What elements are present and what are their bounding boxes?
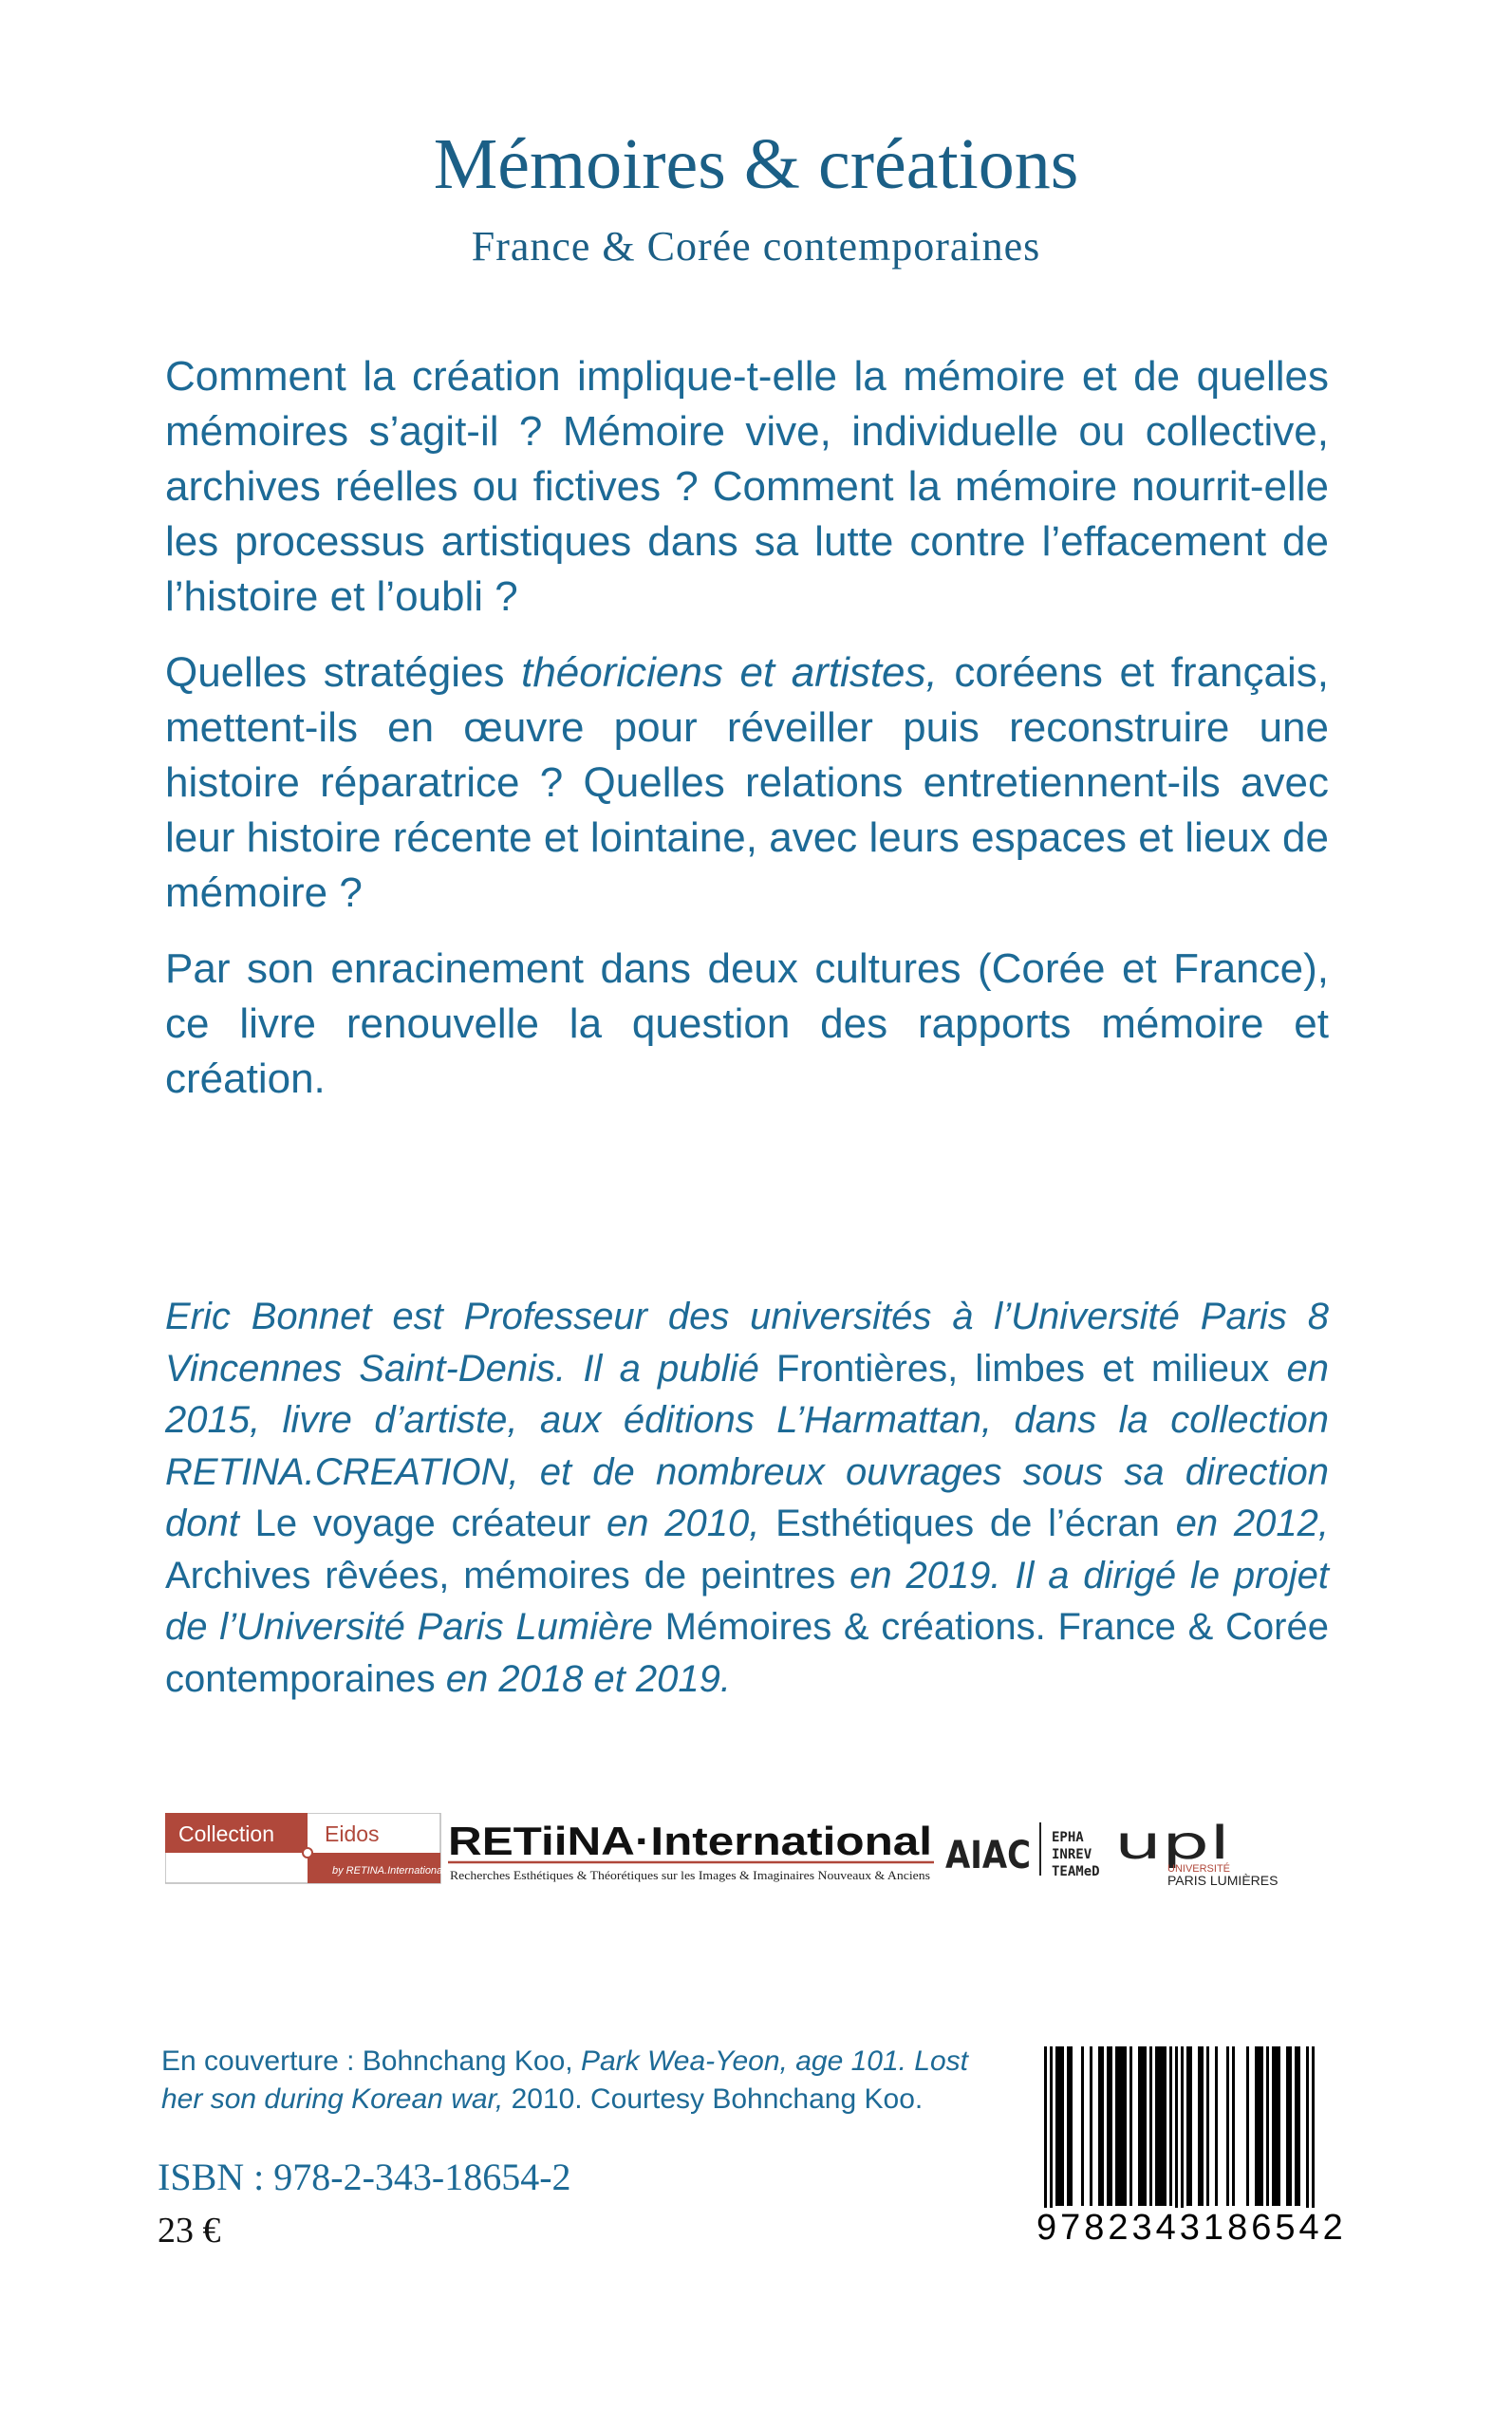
- barcode-bar: [1058, 2046, 1061, 2206]
- author-work-1: Frontières, limbes et milieux: [776, 1347, 1270, 1390]
- intro-paragraph-1: Comment la création implique-t-elle la mémoire et de quelles mémoires s’agit-il ? Mémoire vive, individuelle ou collective, archives réelles ou fictives ? Comment la mémoire nourrit-elle les processus artistiques dans sa lutte contre l’effacement de l’histoire et l’oubli ?: [165, 353, 1329, 620]
- barcode-bar: [1186, 2046, 1189, 2206]
- barcode-bar: [1289, 2046, 1292, 2206]
- isbn: ISBN : 978-2-343-18654-2: [158, 2156, 571, 2198]
- author-bio-paragraph: [165, 1291, 1329, 1705]
- barcode-bar: [1090, 2046, 1092, 2206]
- barcode-bar: [1161, 2046, 1164, 2206]
- barcode-bar: [1081, 2046, 1084, 2206]
- barcode-bar: [1107, 2046, 1110, 2206]
- barcode-bar: [1044, 2046, 1047, 2232]
- barcode-bar: [1055, 2046, 1058, 2206]
- barcode-bar: [1098, 2046, 1101, 2206]
- barcode-bar: [1061, 2046, 1064, 2206]
- intro-paragraph-2: [165, 645, 1329, 921]
- barcode-bar: [1164, 2046, 1167, 2206]
- barcode-bar: [1141, 2046, 1144, 2206]
- barcode-bar: [1278, 2046, 1280, 2206]
- barcode-bar: [1198, 2046, 1201, 2206]
- barcode: [1036, 2046, 1347, 2251]
- barcode-digits: 9782343186542: [1036, 2208, 1347, 2248]
- intro-p2-text-a: Quelles stratégies: [165, 649, 522, 696]
- epha-line-2: INREV: [1052, 1847, 1092, 1862]
- barcode-bar: [1297, 2046, 1300, 2206]
- barcode-bar: [1286, 2046, 1289, 2206]
- upl-sub-1: UNIVERSITÉ: [1167, 1863, 1231, 1875]
- barcode-bar: [1115, 2046, 1118, 2206]
- barcode-bar: [1226, 2046, 1229, 2206]
- intro-p2-emphasis: théoriciens et artistes,: [521, 649, 938, 696]
- barcode-bar: [1232, 2046, 1235, 2206]
- partner-logos: [165, 1813, 1342, 1889]
- intro-text: [165, 349, 1329, 1128]
- author-bio-text-5: en 2019. Il a dirigé le projet de l’Université Paris Lumière: [165, 1554, 1329, 1648]
- barcode-bar: [1181, 2046, 1184, 2232]
- credit-prefix: En couverture : Bohnchang Koo,: [161, 2045, 581, 2077]
- barcode-bar: [1266, 2046, 1269, 2206]
- intro-paragraph-3: Par son enracinement dans deux cultures (Corée et France), ce livre renouvelle la question des rapports mémoire et création.: [165, 945, 1329, 1102]
- barcode-bar: [1215, 2046, 1218, 2206]
- credit-suffix: 2010. Courtesy Bohnchang Koo.: [503, 2083, 924, 2115]
- author-bio-text-2: en 2015, livre d’artiste, aux éditions L’Harmattan, dans la collection RETINA.CREATION, et de nombreux ouvrages sous sa direction dont: [165, 1347, 1330, 1544]
- barcode-bar: [1144, 2046, 1147, 2206]
- barcode-bar: [1158, 2046, 1161, 2206]
- upl-mark: upl: [1114, 1817, 1230, 1870]
- eidos-label: Eidos: [325, 1821, 380, 1846]
- author-bio-text-6: en 2018 et 2019.: [435, 1657, 731, 1700]
- collection-eidos-logo: [165, 1813, 445, 1883]
- barcode-bar: [1124, 2046, 1127, 2206]
- barcode-bar: [1110, 2046, 1112, 2206]
- author-bio: [165, 1291, 1329, 1705]
- barcode-bar: [1070, 2046, 1073, 2206]
- collection-label: Collection: [178, 1821, 274, 1846]
- barcode-bar: [1201, 2046, 1204, 2206]
- eidos-sub-label: by RETINA.International: [332, 1865, 445, 1877]
- epha-logo: [1052, 1830, 1100, 1879]
- barcode-bar: [1306, 2046, 1309, 2232]
- cover-credit: [161, 2043, 1016, 2119]
- barcode-bar: [1246, 2046, 1249, 2206]
- barcode-bar: [1067, 2046, 1070, 2206]
- barcode-bar: [1275, 2046, 1278, 2206]
- book-subtitle: France & Corée contemporaines: [471, 223, 1041, 270]
- barcode-bar: [1149, 2046, 1152, 2206]
- barcode-bar: [1050, 2046, 1053, 2232]
- barcode-bar: [1101, 2046, 1104, 2206]
- barcode-bar: [1138, 2046, 1141, 2206]
- aiac-label: AIAC: [945, 1834, 1031, 1877]
- barcode-bar: [1121, 2046, 1124, 2206]
- barcode-bar: [1206, 2046, 1209, 2206]
- author-work-2: Le voyage créateur: [254, 1503, 591, 1544]
- barcode-bar: [1312, 2046, 1315, 2232]
- barcode-bar: [1272, 2046, 1275, 2206]
- barcode-bar: [1255, 2046, 1258, 2206]
- credit-work: Park Wea-Yeon, age 101. Lost her son during Korean war,: [161, 2045, 969, 2115]
- barcode-bar: [1155, 2046, 1158, 2206]
- barcode-bar: [1295, 2046, 1297, 2206]
- author-work-5: Mémoires & créations. France & Corée contemporaines: [165, 1606, 1329, 1700]
- author-bio-text-4: en 2012,: [1159, 1503, 1330, 1544]
- barcode-bar: [1258, 2046, 1260, 2206]
- aiac-logo: [945, 1834, 1031, 1877]
- author-name: Eric Bonnet: [165, 1296, 372, 1337]
- barcode-bar: [1175, 2046, 1178, 2232]
- barcode-bar: [1118, 2046, 1121, 2206]
- retina-sub: Recherches Esthétiques & Théorétiques sur les Images & Imaginaires Nouveaux & Anciens: [450, 1869, 931, 1882]
- barcode-bar: [1189, 2046, 1192, 2206]
- epha-line-1: EPHA: [1052, 1830, 1084, 1845]
- book-title: Mémoires & créations: [433, 124, 1079, 204]
- retina-title: RETiiNA·International: [448, 1819, 932, 1863]
- price: 23 €: [158, 2211, 221, 2250]
- epha-line-3: TEAMeD: [1052, 1864, 1100, 1879]
- upl-logo: [1114, 1817, 1278, 1888]
- author-work-3: Esthétiques de l’écran: [775, 1503, 1160, 1544]
- retina-international-logo: [448, 1819, 934, 1882]
- author-work-4: Archives rêvées, mémoires de peintres: [165, 1554, 836, 1597]
- barcode-bar: [1129, 2046, 1132, 2206]
- barcode-bar: [1260, 2046, 1263, 2206]
- barcode-bar: [1169, 2046, 1172, 2206]
- upl-sub-2: PARIS LUMIÈRES: [1167, 1873, 1279, 1888]
- author-bio-text-3: en 2010,: [590, 1503, 776, 1544]
- author-bio-text-1: est Professeur des universités à l’Université Paris 8 Vincennes Saint-Denis. Il a publié: [165, 1296, 1329, 1390]
- partner-logos-svg: [165, 1813, 1342, 1889]
- intro-p2-text-b: coréens et français, mettent-ils en œuvre pour réveiller puis reconstruire une histoire réparatrice ? Quelles relations entretiennent-ils avec leur histoire récente et lointaine, avec leurs espaces et lieux de mémoire ?: [165, 649, 1329, 916]
